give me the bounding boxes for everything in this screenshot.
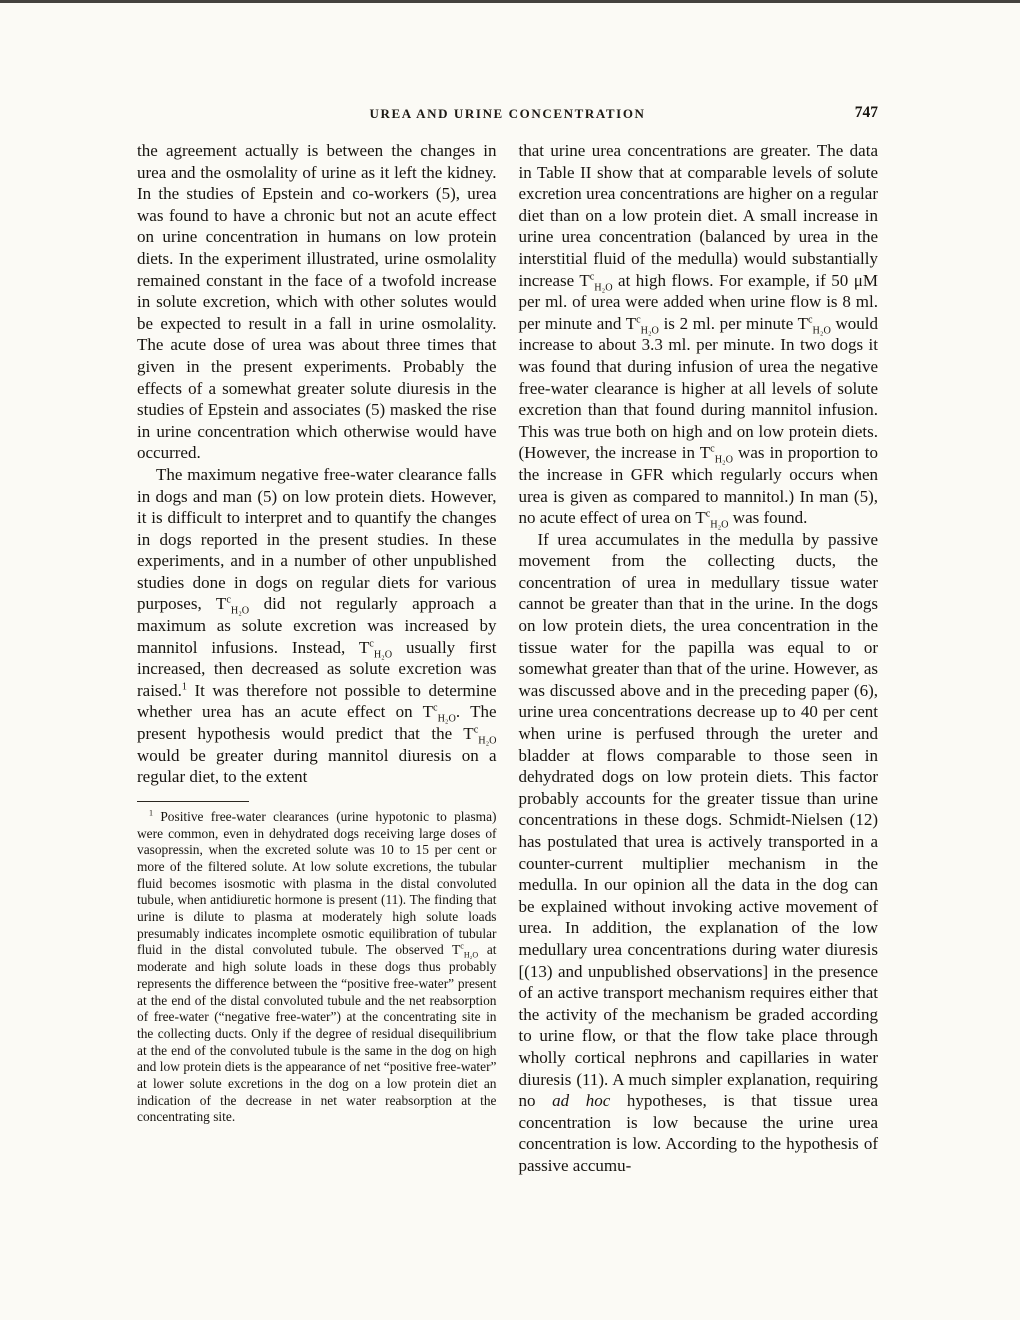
left-column-body-text bbox=[137, 140, 497, 788]
paragraph: that urine urea concentrations are greater. The data in Table II show that at comparable levels of solute excretion urea concentrations are higher on a regular diet than on a low protein diet. A small increase in urine urea concentration (balanced by urea in the interstitial fluid of the medulla) would substantially increase $T^c_{H_2O}$ at high flows. For example, if 50 μM per ml. of urea were added when urine flow is 8 ml. per minute and $T^c_{H_2O}$ is 2 ml. per minute $T^c_{H_2O}$ would increase to about 3.3 ml. per minute. In two dogs it was found that during infusion of urea the negative free-water clearance is higher at all levels of solute excretion than that found during mannitol infusion. This was true both on high and on low protein diets. (However, the increase in $T^c_{H_2O}$ was in proportion to the increase in GFR which regularly occurs when urea is given as compared to mannitol.) In man (5), no acute effect of urea on $T^c_{H_2O}$ was found. bbox=[518, 141, 879, 531]
two-column-layout bbox=[137, 140, 878, 1177]
scan-artifact-top-edge bbox=[0, 0, 1020, 3]
footnote-separator-rule bbox=[137, 801, 249, 802]
paragraph: the agreement actually is between the changes in urea and the osmolality of urine as it left the kidney. In the studies of Epstein and co-workers (5), urea was found to have a chronic but not an acute effect on urine concentration in humans on low protein diets. In the experiment illustrated, urine osmolality remained constant in the face of a twofold increase in solute excretion, which with other solutes would be expected to result in a fall in urine osmolality. The acute dose of urea was about three times that given in the present experiments. Probably the effects of a somewhat greater solute diuresis in the studies of Epstein and associates (5) masked the rise in urine concentration which otherwise would have occurred. bbox=[137, 141, 497, 463]
left-column bbox=[137, 140, 497, 1126]
right-column-body-text bbox=[519, 140, 879, 1177]
footnote-block bbox=[137, 801, 497, 1126]
running-head: UREA AND URINE CONCENTRATION bbox=[369, 106, 646, 121]
footnote-text: $^1$ Positive free-water clearances (urine hypotonic to plasma) were common, even in dehydrated dogs receiving large doses of vasopressin, when the excreted solute was 10 to 15 per cent or more of the filtered solute. At low solute excretions, the tubular fluid becomes isosmotic with plasma in the distal convoluted tubule, when antidiuretic hormone is present (11). The finding that urine is dilute to plasma at moderately high solute loads presumably indicates incomplete osmotic equilibration of tubular fluid in the distal convoluted tubule. The observed $T^c_{H_2O}$ at moderate and high solute loads in these dogs thus probably represents the difference between the “positive free-water” present at the end of the distal convoluted tubule and the net reabsorption of free-water (“negative free-water”) at the concentrating site in the collecting ducts. Only if the degree of residual disequilibrium at the end of the convoluted tubule is the same in the dog on high and low protein diets is the appearance of net “positive free-water” at lower solute excretions in the dog on a low protein diet an indication of the decrease in net water reabsorption at the concentrating site. bbox=[137, 808, 497, 1125]
page-header bbox=[137, 106, 878, 126]
paragraph: The maximum negative free-water clearance falls in dogs and man (5) on low protein diets. However, it is difficult to interpret and to quantify the changes in dogs reported in the present studies. In these experiments, and in a number of other unpublished studies done in dogs on regular diets for various purposes, $T^c_{H_2O}$ did not regularly approach a maximum as solute excretion was increased by mannitol infusions. Instead, $T^c_{H_2O}$ usually first increased, then decreased as solute excretion was raised.$^1$ It was therefore not possible to determine whether urea has an acute effect on $T^c_{H_2O}$. The present hypothesis would predict that the $T^c_{H_2O}$ would be greater during mannitol diuresis on a regular diet, to the extent bbox=[137, 464, 497, 787]
right-column bbox=[519, 140, 879, 1177]
paragraph: If urea accumulates in the medulla by passive movement from the collecting ducts, the concentration of urea in medullary tissue water cannot be greater than that in the urine. In the dogs on low protein diets, the urea concentration in the tissue water for the papilla was equal to or somewhat greater than that of the urine. However, as was discussed above and in the preceding paper (6), urine urea concentrations decrease up to 40 per cent when urine is perfused through the ureter and bladder at flows comparable to those seen in dehydrated dogs on low protein diets. This factor probably accounts for the greater tissue than urine concentrations in these dogs. Schmidt-Nielsen (12) has postulated that urea is actively transported in a counter-current multiplier mechanism in the medulla. In our opinion all the data in the dog can be explained without invoking active movement of urea. In addition, the explanation of the low medullary urea concentrations during water diuresis [(13) and unpublished observations] in the presence of an active transport mechanism requires either that the activity of the mechanism be graded according to urine flow, or that the flow take place through wholly cortical nephrons and capillaries in water diuresis (11). A much simpler explanation, requiring no ad hoc hypotheses, is that tissue urea concentration is low because the urine urea concentration is low. According to the hypothesis of passive accumu- bbox=[518, 529, 879, 1175]
page-number: 747 bbox=[854, 104, 878, 121]
